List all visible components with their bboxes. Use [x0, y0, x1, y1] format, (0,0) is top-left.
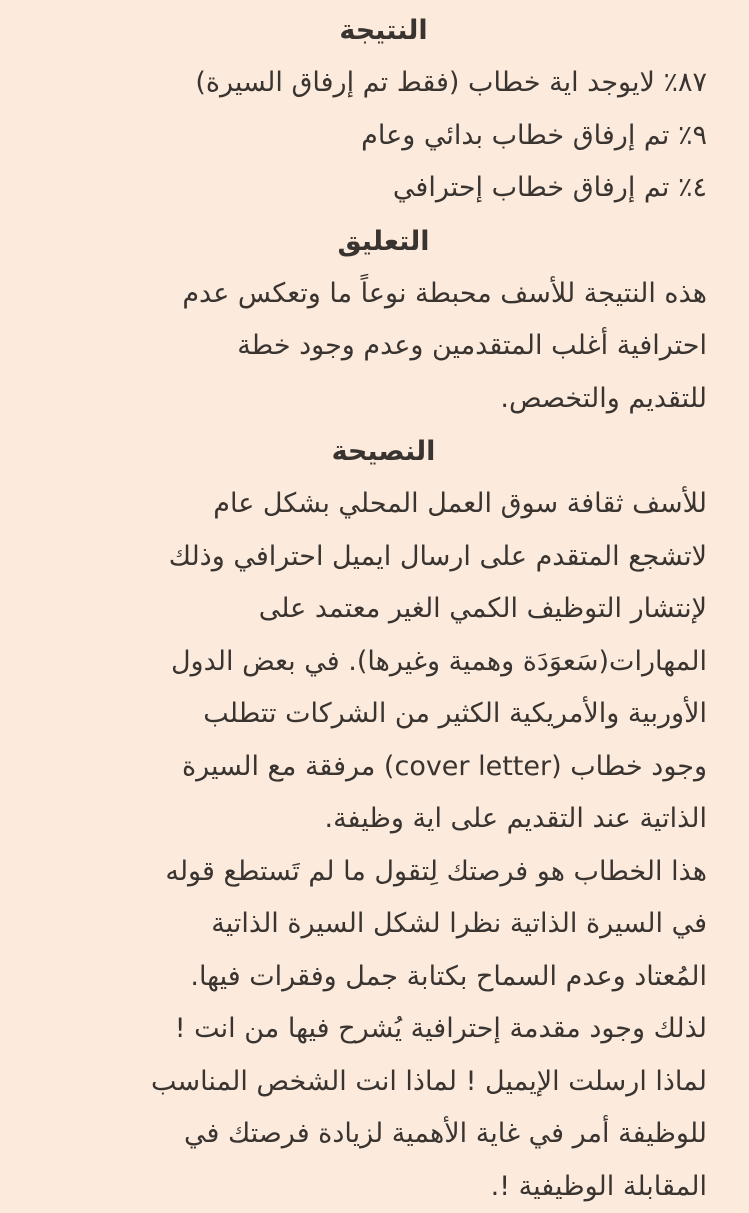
comment-line: احترافية أغلب المتقدمين وعدم وجود خطة [60, 320, 707, 373]
result-line-87: ٨٧٪ لايوجد اية خطاب (فقط تم إرفاق السيرة) [60, 57, 707, 110]
comment-line: للتقديم والتخصص. [60, 373, 707, 426]
advice-line: في السيرة الذاتية نظرا لشكل السيرة الذاتية [60, 898, 707, 951]
advice-line: لذلك وجود مقدمة إحترافية يُشرح فيها من انت ! [60, 1003, 707, 1056]
result-line-4: ٤٪ تم إرفاق خطاب إحترافي [60, 162, 707, 215]
advice-line: للوظيفة أمر في غاية الأهمية لزيادة فرصتك في [60, 1108, 707, 1161]
comment-heading: التعليق [60, 215, 707, 268]
advice-line: لاتشجع المتقدم على ارسال ايميل احترافي وذلك [60, 531, 707, 584]
advice-heading: النصيحة [60, 425, 707, 478]
advice-line: وجود خطاب (cover letter) مرفقة مع السيرة [60, 741, 707, 794]
result-line-9: ٩٪ تم إرفاق خطاب بدائي وعام [60, 110, 707, 163]
advice-line: المُعتاد وعدم السماح بكتابة جمل وفقرات فيها. [60, 951, 707, 1004]
advice-line: لماذا ارسلت الإيميل ! لماذا انت الشخص المناسب [60, 1056, 707, 1109]
advice-line: المهارات(سَعوَدَة وهمية وغيرها). في بعض الدول [60, 636, 707, 689]
advice-line: هذا الخطاب هو فرصتك لِتقول ما لم تَستطع قوله [60, 846, 707, 899]
comment-line: هذه النتيجة للأسف محبطة نوعاً ما وتعكس عدم [60, 268, 707, 321]
result-heading: النتيجة [60, 4, 707, 57]
advice-line: الذاتية عند التقديم على اية وظيفة. [60, 793, 707, 846]
advice-line: المقابلة الوظيفية !. [60, 1161, 707, 1213]
advice-line: للأسف ثقافة سوق العمل المحلي بشكل عام [60, 478, 707, 531]
advice-line: الأوربية والأمريكية الكثير من الشركات تتطلب [60, 688, 707, 741]
advice-line: لإنتشار التوظيف الكمي الغير معتمد على [60, 583, 707, 636]
